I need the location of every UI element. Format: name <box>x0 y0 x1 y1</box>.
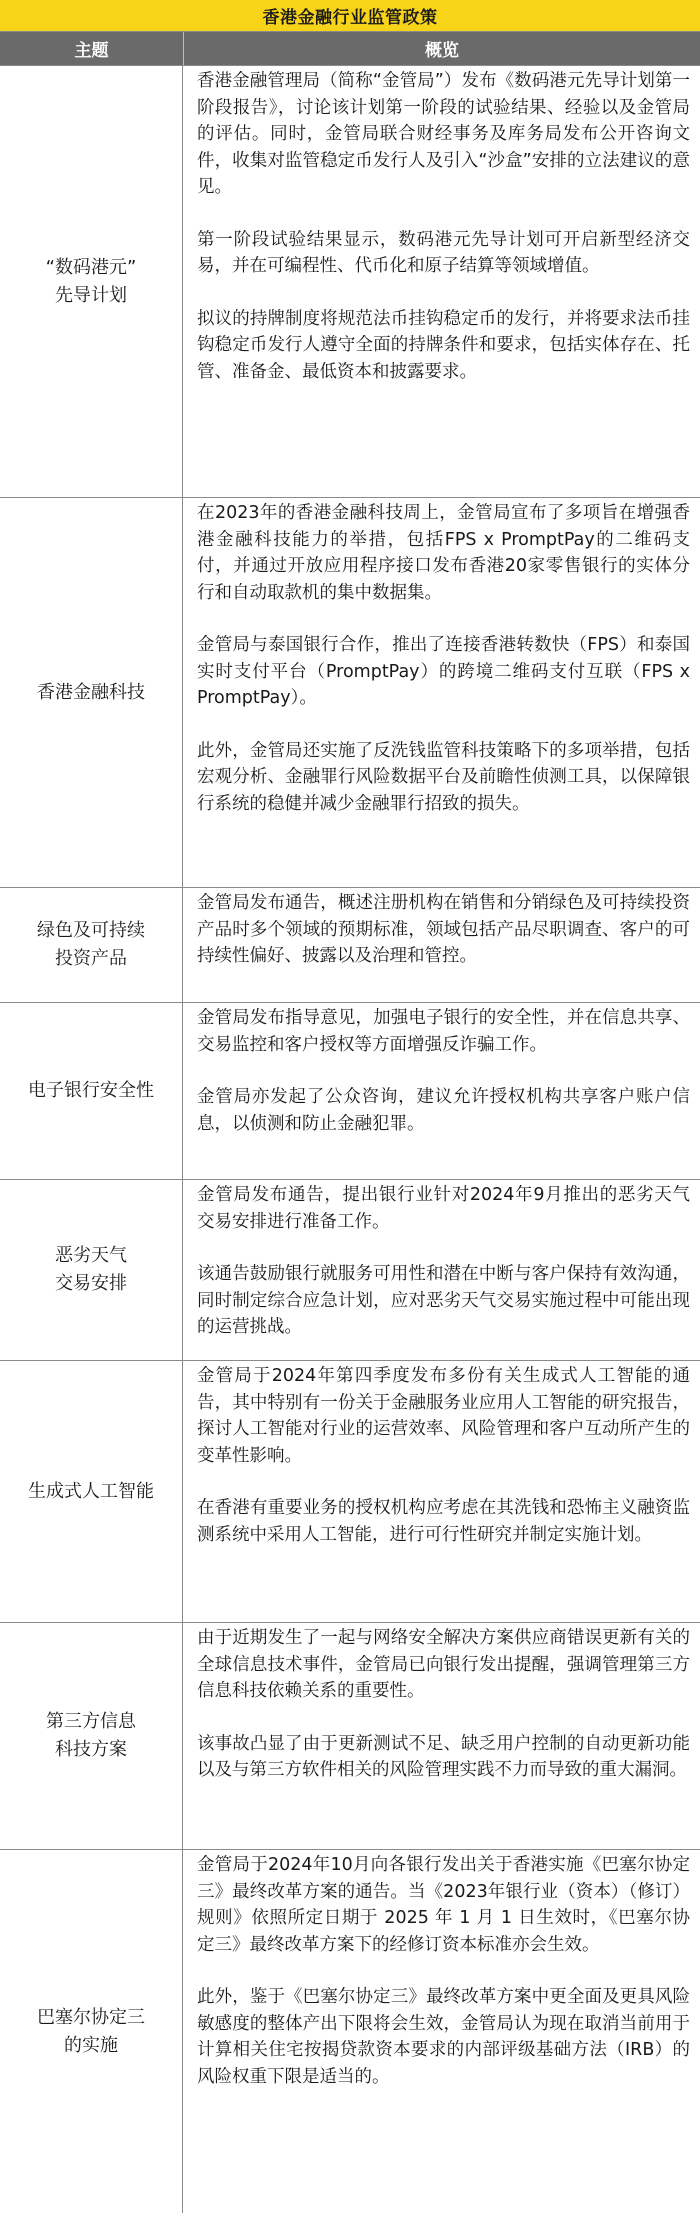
row-overview <box>183 1003 700 1179</box>
table-row <box>0 1623 700 1850</box>
overview-paragraph: 此外，鉴于《巴塞尔协定三》最终改革方案中更全面及更具风险敏感度的整体产出下限将会生效，金管局认为现在取消当前用于计算相关住宅按揭贷款资本要求的内部评级基础方法（IRB）的风险权重下限是适当的。 <box>197 1987 690 2087</box>
overview-paragraph: 该通告鼓励银行就服务可用性和潜在中断与客户保持有效沟通，同时制定综合应急计划，应对恶劣天气交易实施过程中可能出现的运营挑战。 <box>197 1264 690 1337</box>
overview-paragraph: 金管局亦发起了公众咨询，建议允许授权机构共享客户账户信息，以侦测和防止金融犯罪。 <box>197 1087 690 1134</box>
table-title: 香港金融行业监管政策 <box>0 0 700 32</box>
row-overview <box>183 498 700 887</box>
overview-paragraph: 在2023年的香港金融科技周上，金管局宣布了多项旨在增强香港金融科技能力的举措，包括FPS x PromptPay的二维码支付，并通过开放应用程序接口发布香港20家零售银行的实体分行和自动取款机的集中数据集。 <box>197 503 690 603</box>
table-row <box>0 1361 700 1623</box>
header-topic: 主题 <box>0 32 184 65</box>
row-topic: 生成式人工智能 <box>0 1361 183 1622</box>
overview-paragraph: 第一阶段试验结果显示，数码港元先导计划可开启新型经济交易，并在可编程性、代币化和原子结算等领域增值。 <box>197 229 690 276</box>
table-row <box>0 888 700 1003</box>
row-topic: 巴塞尔协定三 的实施 <box>0 1850 183 2213</box>
row-topic: 香港金融科技 <box>0 498 183 887</box>
row-overview <box>183 1850 700 2213</box>
overview-paragraph: 在香港有重要业务的授权机构应考虑在其洗钱和恐怖主义融资监测系统中采用人工智能，进行可行性研究并制定实施计划。 <box>197 1498 690 1545</box>
row-topic: 第三方信息 科技方案 <box>0 1623 183 1849</box>
row-overview <box>183 1361 700 1622</box>
table-row <box>0 1003 700 1180</box>
overview-paragraph: 拟议的持牌制度将规范法币挂钩稳定币的发行，并将要求法币挂钩稳定币发行人遵守全面的持牌条件和要求，包括实体存在、托管、准备金、最低资本和披露要求。 <box>197 308 690 382</box>
table-row <box>0 1850 700 2213</box>
overview-paragraph: 该事故凸显了由于更新测试不足、缺乏用户控制的自动更新功能以及与第三方软件相关的风险管理实践不力而导致的重大漏洞。 <box>197 1733 690 1780</box>
row-topic: 电子银行安全性 <box>0 1003 183 1179</box>
overview-paragraph: 金管局于2024年第四季度发布多份有关生成式人工智能的通告，其中特别有一份关于金融服务业应用人工智能的研究报告，探讨人工智能对行业的运营效率、风险管理和客户互动所产生的变革性影响。 <box>197 1366 690 1466</box>
table-row <box>0 498 700 888</box>
row-topic: 绿色及可持续 投资产品 <box>0 888 183 1002</box>
overview-paragraph: 此外，金管局还实施了反洗钱监管科技策略下的多项举措，包括宏观分析、金融罪行风险数据平台及前瞻性侦测工具，以保障银行系统的稳健并减少金融罪行招致的损失。 <box>197 740 690 814</box>
overview-paragraph: 金管局与泰国银行合作，推出了连接香港转数快（FPS）和泰国实时支付平台（PromptPay）的跨境二维码支付互联（FPS x PromptPay）。 <box>197 635 690 708</box>
row-overview <box>183 1623 700 1849</box>
overview-paragraph: 金管局于2024年10月向各银行发出关于香港实施《巴塞尔协定三》最终改革方案的通告。当《2023年银行业（资本）（修订）规则》依照所定日期于 2025 年 1 月 1 日生效时，《巴塞尔协定三》最终改革方案下的经修订资本标准亦会生效。 <box>197 1855 690 1955</box>
row-topic: 恶劣天气 交易安排 <box>0 1180 183 1360</box>
row-overview <box>183 888 700 1002</box>
overview-paragraph: 金管局发布通告，提出银行业针对2024年9月推出的恶劣天气交易安排进行准备工作。 <box>197 1185 690 1232</box>
table-row <box>0 1180 700 1361</box>
overview-paragraph: 金管局发布通告，概述注册机构在销售和分销绿色及可持续投资产品时多个领域的预期标准，领域包括产品尽职调查、客户的可持续性偏好、披露以及治理和管控。 <box>197 893 690 966</box>
table-row <box>0 66 700 498</box>
row-overview <box>183 1180 700 1360</box>
overview-paragraph: 香港金融管理局（简称“金管局”）发布《数码港元先导计划第一阶段报告》，讨论该计划第一阶段的试验结果、经验以及金管局的评估。同时，金管局联合财经事务及库务局发布公开咨询文件，收集对监管稳定币发行人及引入“沙盒”安排的立法建议的意见。 <box>197 71 690 197</box>
row-topic: “数码港元” 先导计划 <box>0 66 183 497</box>
overview-paragraph: 由于近期发生了一起与网络安全解决方案供应商错误更新有关的全球信息技术事件，金管局已向银行发出提醒，强调管理第三方信息科技依赖关系的重要性。 <box>197 1628 690 1701</box>
row-overview <box>183 66 700 497</box>
table-header-row <box>0 32 700 66</box>
overview-paragraph: 金管局发布指导意见，加强电子银行的安全性，并在信息共享、交易监控和客户授权等方面增强反诈骗工作。 <box>197 1008 690 1055</box>
header-overview: 概览 <box>425 41 459 61</box>
